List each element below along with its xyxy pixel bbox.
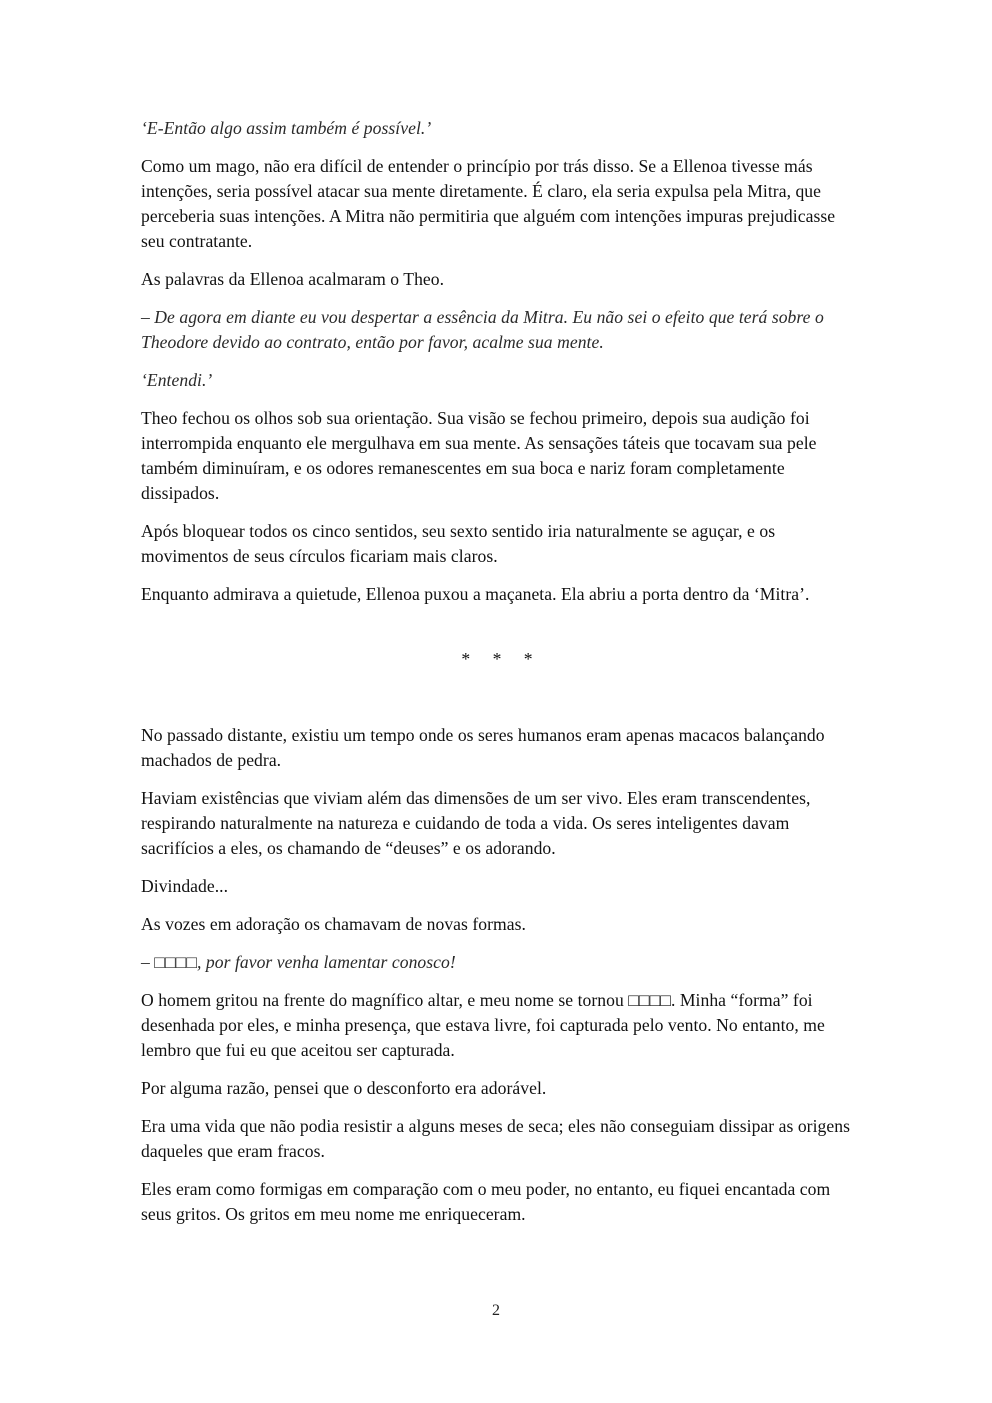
body-paragraph: Theo fechou os olhos sob sua orientação. Sua visão se fechou primeiro, depois sua audição foi interrompida enquanto ele mergulhava em sua mente. As sensações táteis que tocavam sua pele também diminuíram, e os odores remanescentes em sua boca e nariz foram completamente dissipados. <box>141 408 817 503</box>
body-paragraph: Era uma vida que não podia resistir a alguns meses de seca; eles não conseguiam dissipar as origens daqueles que eram fracos. <box>141 1116 850 1161</box>
section-2 <box>141 723 853 1227</box>
dialogue-paragraph: – De agora em diante eu vou despertar a essência da Mitra. Eu não sei o efeito que terá sobre o Theodore devido ao contrato, então por favor, acalme sua mente. <box>141 307 824 352</box>
scene-separator: * * * <box>461 649 533 669</box>
body-paragraph: Após bloquear todos os cinco sentidos, seu sexto sentido iria naturalmente se aguçar, e os movimentos de seus círculos ficariam mais claros. <box>141 521 776 566</box>
body-paragraph: No passado distante, existiu um tempo onde os seres humanos eram apenas macacos balançando machados de pedra. <box>141 725 825 770</box>
body-paragraph: Divindade... <box>141 876 229 896</box>
document-page <box>141 116 853 1240</box>
body-paragraph: As vozes em adoração os chamavam de novas formas. <box>141 914 526 934</box>
dialogue-paragraph: ‘Entendi.’ <box>141 370 213 390</box>
body-paragraph: Enquanto admirava a quietude, Ellenoa puxou a maçaneta. Ela abriu a porta dentro da ‘Mitra’. <box>141 584 810 604</box>
body-paragraph: Haviam existências que viviam além das dimensões de um ser vivo. Eles eram transcendentes, respirando naturalmente na natureza e cuidando de toda a vida. Os seres inteligentes davam sacrifícios a eles, os chamando de “deuses” e os adorando. <box>141 788 811 858</box>
page-number: 2 <box>492 1302 500 1319</box>
body-paragraph: Por alguma razão, pensei que o desconforto era adorável. <box>141 1078 547 1098</box>
dialogue-paragraph: ‘E-Então algo assim também é possível.’ <box>141 118 432 138</box>
body-paragraph: O homem gritou na frente do magnífico altar, e meu nome se tornou □□□□. Minha “forma” foi desenhada por eles, e minha presença, que estava livre, foi capturada pelo vento. No entanto, me lembro que fui eu que aceitou ser capturada. <box>141 990 825 1060</box>
body-paragraph: Como um mago, não era difícil de entender o princípio por trás disso. Se a Ellenoa tivesse más intenções, seria possível atacar sua mente diretamente. É claro, ela seria expulsa pela Mitra, que perceberia suas intenções. A Mitra não permitiria que alguém com intenções impuras prejudicasse seu contratante. <box>141 156 836 251</box>
body-paragraph: Eles eram como formigas em comparação com o meu poder, no entanto, eu fiquei encantada com seus gritos. Os gritos em meu nome me enriqueceram. <box>141 1179 831 1224</box>
section-1 <box>141 116 853 607</box>
body-paragraph: As palavras da Ellenoa acalmaram o Theo. <box>141 269 445 289</box>
dialogue-paragraph: – □□□□, por favor venha lamentar conosco! <box>141 952 456 972</box>
